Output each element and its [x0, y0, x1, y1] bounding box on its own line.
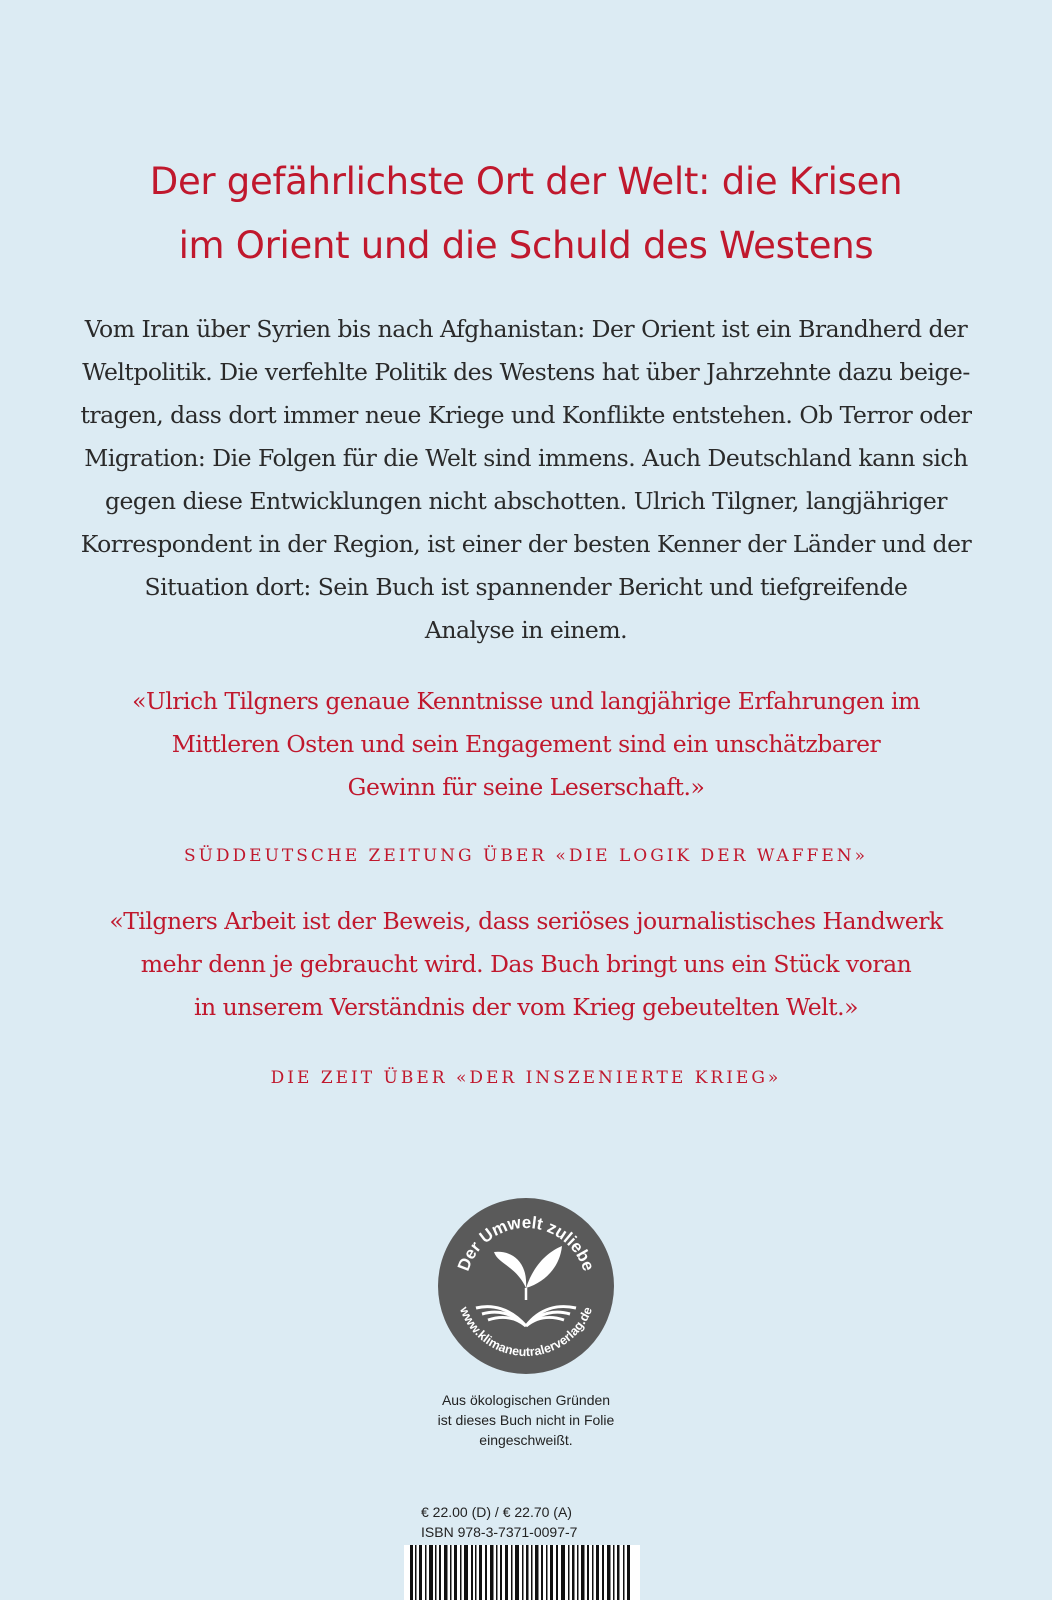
quote-source: SÜDDEUTSCHE ZEITUNG ÜBER «DIE LOGIK DER WAFFEN»	[183, 846, 869, 866]
quote-line: «Tilgners Arbeit ist der Beweis, dass seriöses journalistisches Handwerk	[109, 907, 943, 935]
headline-line: Der gefährlichste Ort der Welt: die Krisen	[149, 160, 903, 203]
quote-line: «Ulrich Tilgners genaue Kenntnisse und langjährige Erfahrungen im	[132, 687, 920, 715]
quote-line: Gewinn für seine Leserschaft.»	[347, 773, 705, 801]
blurb-line: Korrespondent in der Region, ist einer der besten Kenner der Länder und der	[80, 530, 972, 558]
eco-note-line: ist dieses Buch nicht in Folie	[437, 1412, 615, 1428]
blurb-line: Situation dort: Sein Buch ist spannender Bericht und tiefgreifende	[144, 573, 908, 601]
blurb-text	[60, 308, 992, 652]
price-block	[421, 1502, 661, 1542]
blurb-line: tragen, dass dort immer neue Kriege und Konflikte entstehen. Ob Terror oder	[80, 401, 972, 429]
blurb-line: Analyse in einem.	[424, 616, 628, 644]
eco-note	[376, 1390, 676, 1450]
eco-note-line: eingeschweißt.	[479, 1432, 573, 1448]
blurb-line: Weltpolitik. Die verfehlte Politik des Westens hat über Jahrzehnte dazu beige-	[82, 358, 970, 386]
quote-line: mehr denn je gebraucht wird. Das Buch bringt uns ein Stück voran	[140, 950, 912, 978]
blurb-line: Migration: Die Folgen für die Welt sind immens. Auch Deutschland kann sich	[84, 444, 968, 472]
barcode-icon	[404, 1545, 640, 1600]
isbn-label: ISBN 978-3-7371-0097-7	[421, 1524, 578, 1540]
headline-line: im Orient und die Schuld des Westens	[178, 224, 874, 267]
review-quote	[40, 900, 1012, 1029]
review-quote	[40, 680, 1012, 809]
quote-line: in unserem Verständnis der vom Krieg gebeutelten Welt.»	[194, 993, 858, 1021]
badge-top-text: Der Umwelt zuliebe	[453, 1212, 599, 1274]
blurb-line: gegen diese Entwicklungen nicht abschotten. Ulrich Tilgner, langjähriger	[104, 487, 948, 515]
quote-source: DIE ZEIT ÜBER «DER INSZENIERTE KRIEG»	[270, 1068, 782, 1088]
eco-badge-icon	[436, 1196, 616, 1376]
price-label: € 22.00 (D) / € 22.70 (A)	[421, 1504, 572, 1520]
eco-note-line: Aus ökologischen Gründen	[441, 1392, 611, 1408]
headline	[0, 150, 1052, 278]
blurb-line: Vom Iran über Syrien bis nach Afghanistan: Der Orient ist ein Brandherd der	[84, 315, 968, 343]
badge-bottom-text: www.klimaneutralerverlag.de	[456, 1304, 595, 1360]
quote-line: Mittleren Osten und sein Engagement sind ein unschätzbarer	[171, 730, 881, 758]
